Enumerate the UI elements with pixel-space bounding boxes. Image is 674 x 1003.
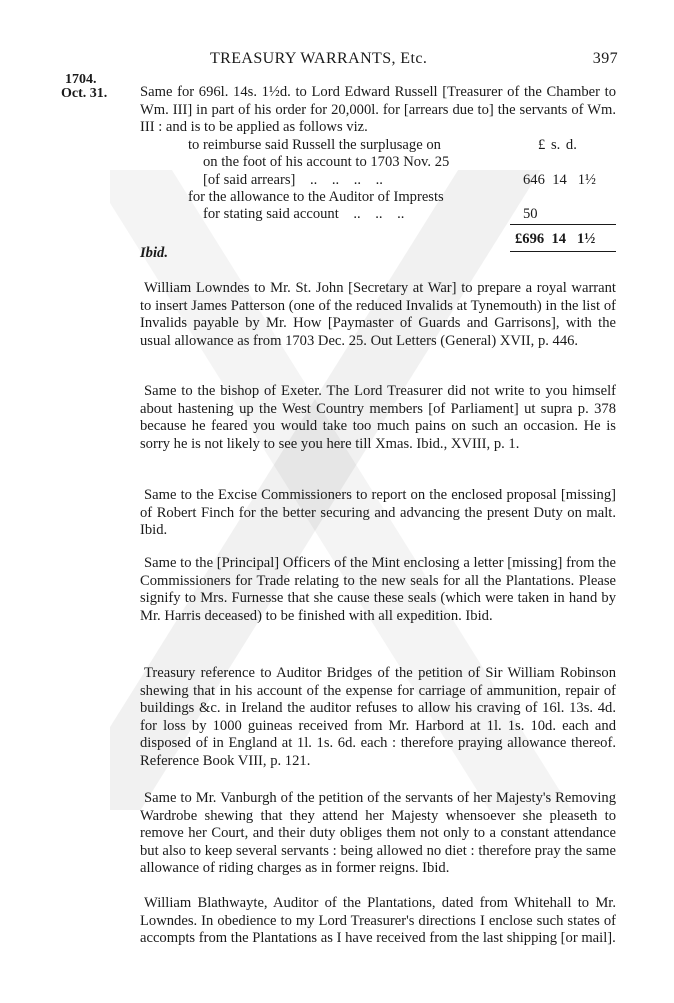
margin-date: Oct. 31. xyxy=(61,86,108,101)
account-amount: 646 14 1½ xyxy=(523,172,596,188)
entry-paragraph: William Lowndes to Mr. St. John [Secretary at War] to prepare a royal warrant to insert James Patterson (one of the reduced Invalids at Tynemouth) in the list of Invalids payable by Mr. How [Paymaster of Guards and Garrisons], with the usual allowance as from 1703 Dec. 25. Out Letters (General) XVII, p. 446. xyxy=(140,280,616,349)
account-total: £696 14 1½ xyxy=(515,231,596,247)
entry-paragraph: Same to the [Principal] Officers of the Mint enclosing a letter [missing] from the Commissioners for Trade relating to the new seals for all the Plantations. Please signify to Mrs. Furnesse that she cause these seals (which were taken in hand by Mr. Harris deceased) to be finished with all expedition. Ibid. xyxy=(140,555,616,624)
account-line: on the foot of his account to 1703 Nov. 25 xyxy=(203,154,450,170)
account-line: [of said arrears] .. .. .. .. xyxy=(203,172,383,188)
entry-paragraph: Same to Mr. Vanburgh of the petition of the servants of her Majesty's Removing Wardrobe shewing that they attend her Majesty whensoever she pleaseth to remove her Court, and their duty obliges them not only to a constant attendance but also to keep several servants : being allowed no diet : therefore pray the same allowance of riding charges as in former reigns. Ibid. xyxy=(140,790,616,876)
entry-paragraph: William Blathwayte, Auditor of the Plantations, dated from Whitehall to Mr. Lowndes. In obedience to my Lord Treasurer's directions I enclose such states of accompts from the Plantations as I have received from the last shipping [or mail]. xyxy=(140,895,616,946)
ibid-heading: Ibid. xyxy=(140,245,168,261)
account-amount: 50 xyxy=(523,206,538,222)
account-line: for stating said account .. .. .. xyxy=(203,206,405,222)
account-column-header: £ s. d. xyxy=(538,137,577,153)
page-number: 397 xyxy=(592,50,618,67)
entry-paragraph: Same to the bishop of Exeter. The Lord Treasurer did not write to you himself about hastening up the West Country members [of Parliament] ut supra p. 378 because he feared you would take too much pains on such an occasion. He is sorry he is not likely to see you here till Xmas. Ibid., XVIII, p. 1. xyxy=(140,383,616,452)
margin-year: 1704. xyxy=(65,72,97,87)
account-rule xyxy=(510,224,616,225)
running-title: TREASURY WARRANTS, Etc. xyxy=(210,50,428,67)
running-header xyxy=(90,50,618,74)
account-rule xyxy=(510,251,616,252)
account-line: to reimburse said Russell the surplusage on xyxy=(188,137,441,153)
entry-paragraph: Treasury reference to Auditor Bridges of the petition of Sir William Robinson shewing that in his account of the expense for carriage of ammunition, repair of buildings &c. in Ireland the auditor refuses to allow his craving of 16l. 13s. 4d. for loss by 1000 guineas received from Mr. Harbord at 1l. 1s. 10d. each and disposed of in England at 1l. 1s. 6d. each : therefore praying allowance thereof. Reference Book VIII, p. 121. xyxy=(140,665,616,769)
entry-paragraph: Same to the Excise Commissioners to report on the enclosed proposal [missing] of Robert Finch for the better securing and advancing the present Duty on malt. Ibid. xyxy=(140,487,616,538)
account-line: for the allowance to the Auditor of Imprests xyxy=(188,189,444,205)
entry-paragraph: Same for 696l. 14s. 1½d. to Lord Edward Russell [Treasurer of the Chamber to Wm. III] in part of his order for 20,000l. for [arrears due to] the servants of Wm. III : and is to be applied as follows viz. xyxy=(140,84,616,135)
